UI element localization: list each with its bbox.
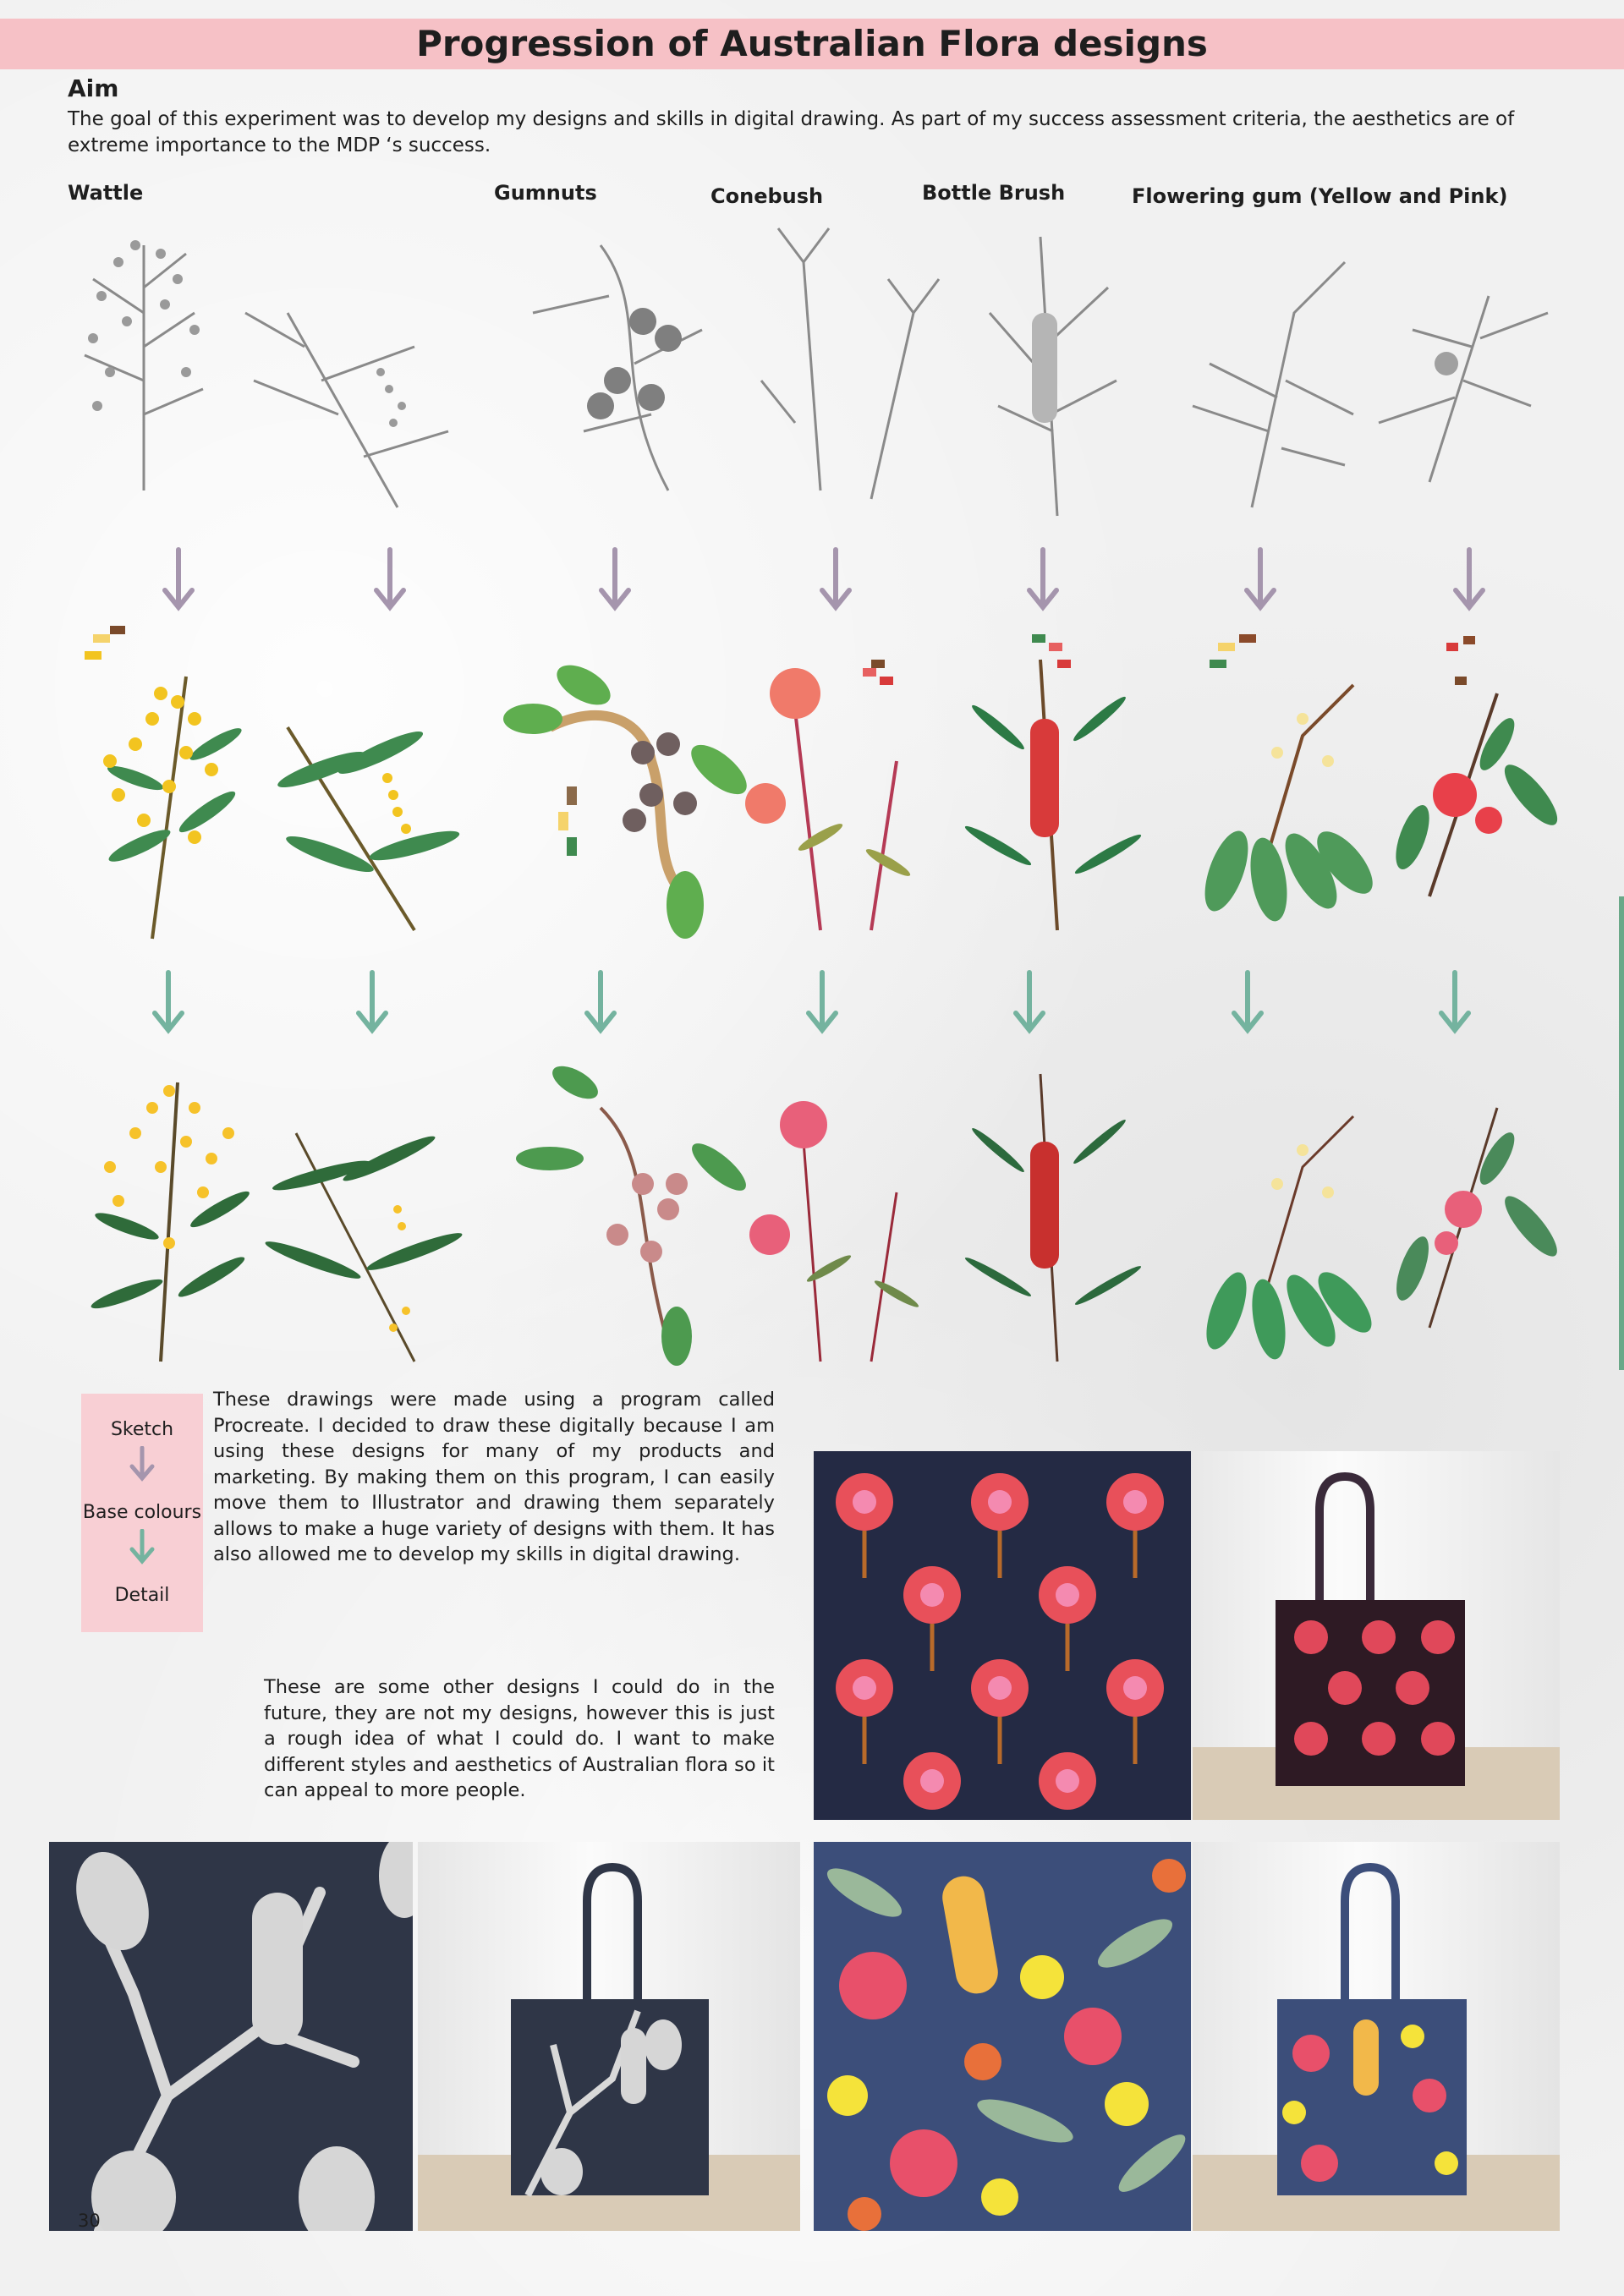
- label-bottle-brush: Bottle Brush: [922, 181, 1066, 205]
- detail-row: [59, 1057, 1565, 1378]
- sketch-row: [59, 211, 1565, 533]
- legend-arrow-purple-icon: [129, 1446, 156, 1482]
- label-wattle: Wattle: [68, 181, 144, 205]
- base-colour-row: [59, 626, 1565, 947]
- process-legend: [81, 1394, 203, 1632]
- legend-detail: Detail: [114, 1585, 170, 1606]
- procreate-paragraph: These drawings were made using a program called Procreate. I decided to draw these digitally because I am using these designs for many of my products and marketing. By making them on this program, I can easily move them to Illustrator and drawing them separately allows to make a huge variety of designs with them. It has also allowed me to develop my skills in digital drawing.: [213, 1389, 775, 1565]
- page-number: 30: [78, 2211, 101, 2231]
- aim-text: The goal of this experiment was to develop my designs and skills in digital drawing. As part of my success assessment criteria, the aesthetics are of extreme importance to the MDP ‘s success.: [68, 108, 1515, 156]
- side-tab-marker: [1619, 896, 1624, 1370]
- legend-sketch: Sketch: [110, 1419, 174, 1440]
- legend-base-colours: Base colours: [82, 1502, 202, 1523]
- page-title: Progression of Australian Flora designs: [416, 23, 1208, 64]
- future-designs-paragraph: These are some other designs I could do in the future, they are not my designs, however this is just a rough idea of what I could do. I want to make different styles and aesthetics of Australian flora so it can appeal to more people.: [264, 1676, 775, 1801]
- label-conebush: Conebush: [710, 184, 824, 208]
- waratah-tote-bag-mockup: [1193, 1451, 1560, 1820]
- waratah-pattern-swatch: [814, 1451, 1191, 1820]
- banksia-denim-swatch: [49, 1842, 413, 2231]
- banksia-denim-tote-bag-mockup: [418, 1842, 800, 2231]
- aim-heading: Aim: [68, 74, 119, 102]
- label-gumnuts: Gumnuts: [494, 181, 597, 205]
- native-flora-tote-bag-mockup: [1193, 1842, 1560, 2231]
- arrow-row-purple: [0, 541, 1624, 617]
- native-flora-pattern-swatch: [814, 1842, 1191, 2231]
- label-flowering-gum: Flowering gum (Yellow and Pink): [1132, 184, 1508, 208]
- legend-arrow-green-icon: [129, 1529, 156, 1564]
- arrow-row-green: [0, 964, 1624, 1040]
